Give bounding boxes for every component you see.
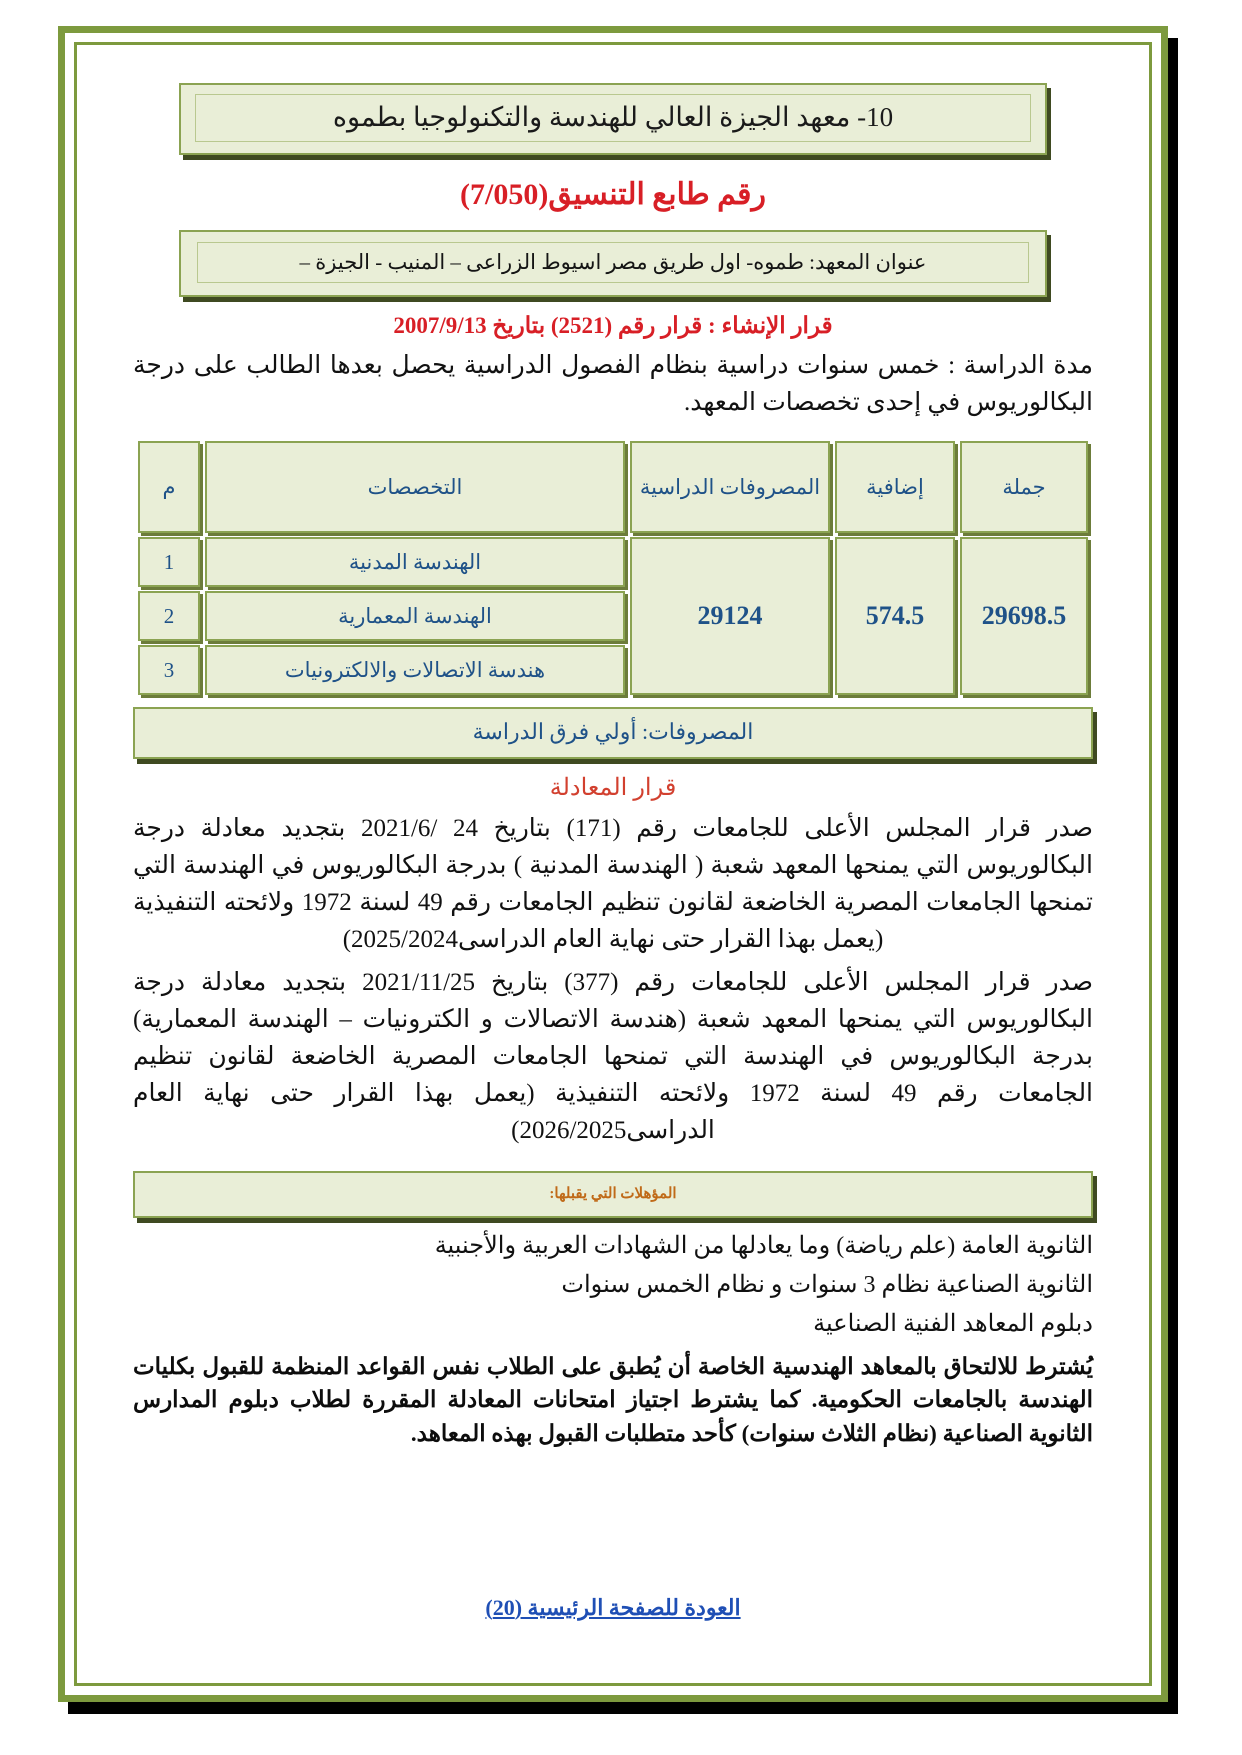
cell-serial-3: 3 <box>138 645 200 695</box>
institute-title-inner <box>195 94 1031 142</box>
header-specialization: التخصصات <box>205 441 625 533</box>
cell-serial-1: 1 <box>138 537 200 587</box>
page-frame-outer <box>58 26 1168 1702</box>
cell-specialization-3: هندسة الاتصالات والالكترونيات <box>205 645 625 695</box>
list-item: الثانوية الصناعية نظام 3 سنوات و نظام الخمس سنوات <box>561 1272 1093 1299</box>
return-home-link[interactable]: العودة للصفحة الرئيسية (20) <box>485 1595 741 1620</box>
equivalency-paragraph-1: صدر قرار المجلس الأعلى للجامعات رقم (171) بتاريخ 24 /2021/6 بتجديد معادلة درجة البكالوريوس التي يمنحها المعهد شعبة ( الهندسة المدنية ) بدرجة البكالوريوس في الهندسة التي تمنحها الجامعات المصرية الخاضعة لقانون تنظيم الجامعات رقم 49 لسنة 1972 ولائحته التنفيذية (يعمل بهذا القرار حتى نهاية العام الدراسى2025/2024) <box>133 815 1093 954</box>
list-item: الثانوية العامة (علم رياضة) وما يعادلها من الشهادات العربية والأجنبية <box>434 1233 1093 1260</box>
page-content <box>77 45 1149 1683</box>
list-item: دبلوم المعاهد الفنية الصناعية <box>813 1311 1093 1338</box>
cell-specialization-2: الهندسة المعمارية <box>205 591 625 641</box>
fees-table-head <box>138 441 1088 533</box>
qualifications-banner <box>133 1171 1093 1218</box>
institute-address-inner <box>197 242 1029 283</box>
qualifications-list <box>133 1228 1093 1342</box>
page-title: 10- معهد الجيزة العالي للهندسة والتكنولوجيا بطموه <box>332 102 894 132</box>
coordination-stamp-number: رقم طابع التنسيق(7/050) <box>460 177 766 211</box>
cell-additional-value: 574.5 <box>835 537 955 695</box>
header-total: جملة <box>960 441 1088 533</box>
institute-title-band <box>179 83 1047 155</box>
page-frame-inner <box>74 42 1152 1686</box>
study-duration-text: مدة الدراسة : خمس سنوات دراسية بنظام الفصول الدراسية يحصل بعدها الطالب على درجة البكالوريوس في إحدى تخصصات المعهد. <box>133 352 1093 417</box>
equivalency-paragraph-2: صدر قرار المجلس الأعلى للجامعات رقم (377) بتاريخ 2021/11/25 بتجديد معادلة درجة البكالوريوس التي يمنحها المعهد شعبة (هندسة الاتصالات و الكترونيات – الهندسة المعمارية) بدرجة البكالوريوس في الهندسة التي تمنحها الجامعات المصرية الخاضعة لقانون تنظيم الجامعات رقم 49 لسنة 1972 ولائحته التنفيذية (يعمل بهذا القرار حتى نهاية العام الدراسى2026/2025) <box>133 969 1094 1145</box>
fees-table-body <box>138 537 1088 695</box>
establishment-decree: قرار الإنشاء : قرار رقم (2521) بتاريخ 2007/9/13 <box>393 313 833 339</box>
equivalency-title: قرار المعادلة <box>549 775 677 802</box>
cell-specialization-1: الهندسة المدنية <box>205 537 625 587</box>
header-additional: إضافية <box>835 441 955 533</box>
fees-note-band <box>133 707 1093 759</box>
institute-address-band <box>179 230 1047 297</box>
fees-header-row <box>138 441 1088 533</box>
cell-tuition-value: 29124 <box>630 537 830 695</box>
institute-address: عنوان المعهد: طموه- اول طريق مصر اسيوط الزراعى – المنيب - الجيزة – <box>299 249 927 274</box>
cell-total-value: 29698.5 <box>960 537 1088 695</box>
footer-area <box>77 1595 1149 1621</box>
cell-serial-2: 2 <box>138 591 200 641</box>
qualifications-banner-text: المؤهلات التي يقبلها: <box>549 1186 677 1203</box>
qualifications-bold-note: يُشترط للالتحاق بالمعاهد الهندسية الخاصة أن يُطبق على الطلاب نفس القواعد المنظمة للقبول بكليات الهندسة بالجامعات الحكومية. كما يشترط اجتياز امتحانات المعادلة المقررة لطلاب دبلوم المدارس الثانوية الصناعية (نظام الثلاث سنوات) كأحد متطلبات القبول بهذه المعاهد. <box>133 1354 1093 1446</box>
fees-table <box>133 437 1093 699</box>
table-row <box>138 537 1088 587</box>
header-serial: م <box>138 441 200 533</box>
header-tuition: المصروفات الدراسية <box>630 441 830 533</box>
fees-note-text: المصروفات: أولي فرق الدراسة <box>472 719 754 745</box>
